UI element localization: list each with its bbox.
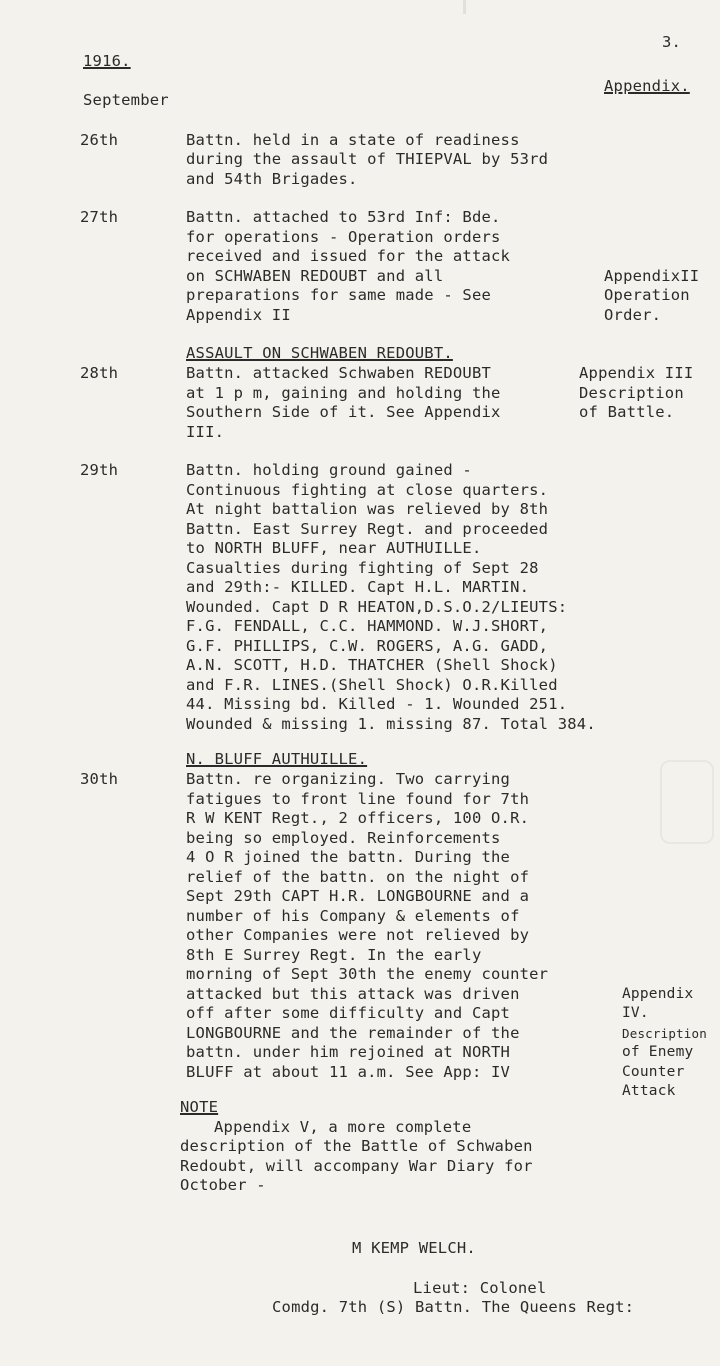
entry-line: for operations - Operation orders — [186, 228, 501, 246]
entry-line: 8th E Surrey Regt. In the early — [186, 946, 482, 964]
entry-line: number of his Company & elements of — [186, 907, 520, 925]
year-heading: 1916. — [83, 52, 131, 70]
note-line: description of the Battle of Schwaben — [180, 1137, 533, 1155]
entry-line: Wounded & missing 1. missing 87. Total 384. — [186, 715, 596, 733]
entry-line: 44. Missing bd. Killed - 1. Wounded 251. — [186, 695, 568, 713]
entry-line: morning of Sept 30th the enemy counter — [186, 965, 549, 983]
margin-note: AppendixII — [604, 267, 700, 285]
margin-note: of Battle. — [579, 403, 675, 421]
signature-unit: Comdg. 7th (S) Battn. The Queens Regt: — [272, 1298, 635, 1316]
entry-line: to NORTH BLUFF, near AUTHUILLE. — [186, 539, 482, 557]
entry-line: Battn. holding ground gained - — [186, 461, 472, 479]
note-line: Appendix V, a more complete — [214, 1118, 472, 1136]
entry-line: A.N. SCOTT, H.D. THATCHER (Shell Shock) — [186, 656, 558, 674]
entry-date: 26th — [80, 131, 119, 149]
entry-line: LONGBOURNE and the remainder of the — [186, 1024, 520, 1042]
fold-mark — [463, 0, 466, 14]
month-heading: September — [83, 91, 169, 109]
entry-line: off after some difficulty and Capt — [186, 1004, 511, 1022]
entry-line: 4 O R joined the battn. During the — [186, 848, 511, 866]
entry-line: on SCHWABEN REDOUBT and all — [186, 267, 444, 285]
margin-note: of Enemy — [622, 1044, 694, 1060]
entry-line: Casualties during fighting of Sept 28 — [186, 559, 539, 577]
entry-line: F.G. FENDALL, C.C. HAMMOND. W.J.SHORT, — [186, 617, 549, 635]
entry-line: and 29th:- KILLED. Capt H.L. MARTIN. — [186, 578, 530, 596]
entry-line: battn. under him rejoined at NORTH — [186, 1043, 511, 1061]
section-heading: N. BLUFF AUTHUILLE. — [186, 750, 368, 768]
entry-date: 27th — [80, 208, 119, 226]
entry-line: attacked but this attack was driven — [186, 985, 520, 1003]
entry-line: fatigues to front line found for 7th — [186, 790, 530, 808]
entry-line: Southern Side of it. See Appendix — [186, 403, 501, 421]
entry-line: Battn. attached to 53rd Inf: Bde. — [186, 208, 501, 226]
signature-rank: Lieut: Colonel — [413, 1279, 547, 1297]
entry-line: R W KENT Regt., 2 officers, 100 O.R. — [186, 809, 530, 827]
entry-line: Battn. held in a state of readiness — [186, 131, 520, 149]
entry-line: Battn. re organizing. Two carrying — [186, 770, 511, 788]
margin-note: Operation — [604, 286, 690, 304]
entry-line: G.F. PHILLIPS, C.W. ROGERS, A.G. GADD, — [186, 637, 549, 655]
entry-line: Sept 29th CAPT H.R. LONGBOURNE and a — [186, 887, 530, 905]
page-number: 3. — [662, 33, 682, 51]
note-line: Redoubt, will accompany War Diary for — [180, 1157, 533, 1175]
entry-line: during the assault of THIEPVAL by 53rd — [186, 150, 549, 168]
margin-note: Appendix — [622, 986, 694, 1002]
signature-name: M KEMP WELCH. — [352, 1239, 476, 1257]
entry-line: Continuous fighting at close quarters. — [186, 481, 549, 499]
entry-line: at 1 p m, gaining and holding the — [186, 384, 501, 402]
entry-line: other Companies were not relieved by — [186, 926, 530, 944]
entry-line: At night battalion was relieved by 8th — [186, 500, 549, 518]
entry-line: preparations for same made - See — [186, 286, 492, 304]
entry-line: and 54th Brigades. — [186, 170, 358, 188]
entry-line: BLUFF at about 11 a.m. See App: IV — [186, 1063, 511, 1081]
entry-line: Battn. East Surrey Regt. and proceeded — [186, 520, 549, 538]
appendix-column-heading: Appendix. — [604, 77, 690, 95]
entry-line: and F.R. LINES.(Shell Shock) O.R.Killed — [186, 676, 558, 694]
margin-note: IV. — [622, 1005, 649, 1021]
entry-line: Battn. attacked Schwaben REDOUBT — [186, 364, 492, 382]
entry-line: received and issued for the attack — [186, 247, 511, 265]
entry-date: 29th — [80, 461, 119, 479]
margin-note: Order. — [604, 306, 662, 324]
entry-date: 30th — [80, 770, 119, 788]
note-line: October - — [180, 1176, 266, 1194]
margin-note: Description — [622, 1026, 707, 1041]
section-heading: ASSAULT ON SCHWABEN REDOUBT. — [186, 344, 453, 362]
entry-line: relief of the battn. on the night of — [186, 868, 530, 886]
entry-line: Wounded. Capt D R HEATON,D.S.O.2/LIEUTS: — [186, 598, 568, 616]
entry-line: III. — [186, 423, 225, 441]
margin-note: Attack — [622, 1083, 676, 1099]
entry-line: Appendix II — [186, 306, 291, 324]
note-heading: NOTE — [180, 1098, 219, 1116]
margin-note: Counter — [622, 1064, 685, 1080]
entry-line: being so employed. Reinforcements — [186, 829, 501, 847]
entry-date: 28th — [80, 364, 119, 382]
margin-note: Description — [579, 384, 684, 402]
faint-watermark — [660, 760, 714, 844]
margin-note: Appendix III — [579, 364, 694, 382]
